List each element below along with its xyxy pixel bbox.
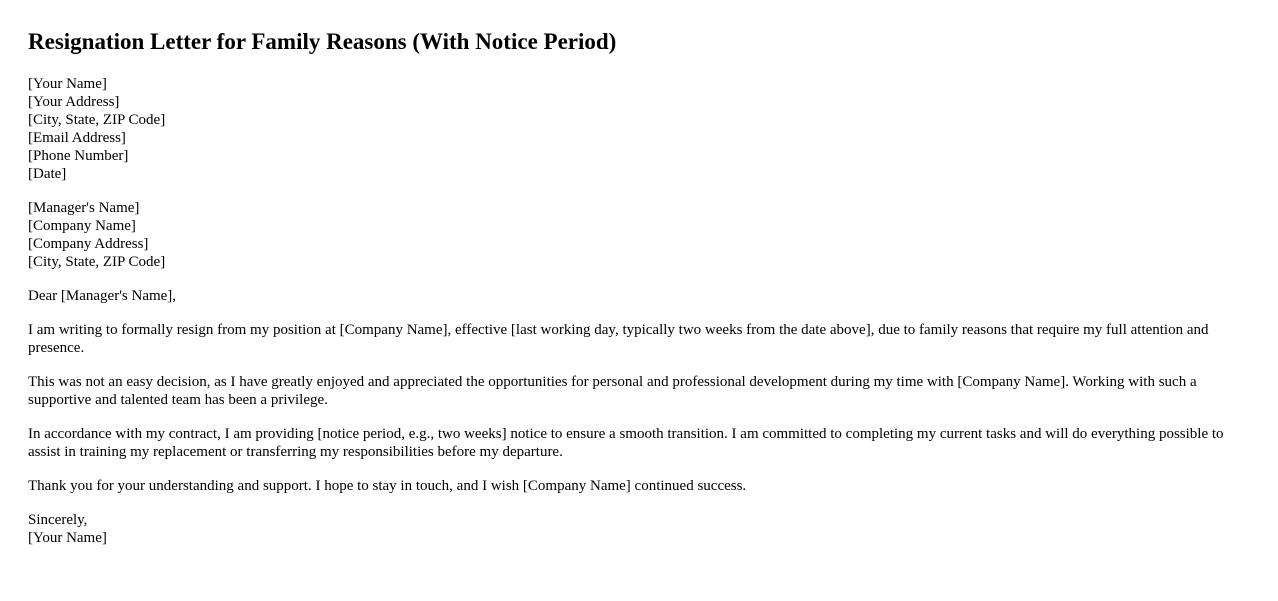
sender-phone: [Phone Number] bbox=[28, 148, 129, 164]
signature-name: [Your Name] bbox=[28, 530, 107, 546]
closing-block bbox=[28, 511, 1250, 547]
sender-address: [Your Address] bbox=[28, 94, 120, 110]
recipient-manager-name: [Manager's Name] bbox=[28, 200, 140, 216]
body-paragraph-intent: I am writing to formally resign from my position at [Company Name], effective [last working day, typically two weeks from the date above], due to family reasons that require my full attention and presence. bbox=[28, 322, 1209, 356]
recipient-company-name: [Company Name] bbox=[28, 218, 136, 234]
sender-city-state-zip: [City, State, ZIP Code] bbox=[28, 112, 166, 128]
recipient-address-block bbox=[28, 199, 1250, 271]
body-paragraph-notice: In accordance with my contract, I am providing [notice period, e.g., two weeks] notice to ensure a smooth transition. I am committed to completing my current tasks and will do everything possible to assist in training my replacement or transferring my responsibilities before my departure. bbox=[28, 426, 1224, 460]
body-paragraph-thanks: Thank you for your understanding and support. I hope to stay in touch, and I wish [Company Name] continued success. bbox=[28, 478, 747, 494]
recipient-city-state-zip: [City, State, ZIP Code] bbox=[28, 254, 166, 270]
closing-phrase: Sincerely, bbox=[28, 512, 88, 528]
sender-address-block bbox=[28, 75, 1250, 183]
salutation: Dear [Manager's Name], bbox=[28, 288, 177, 304]
letter-title: Resignation Letter for Family Reasons (With Notice Period) bbox=[28, 29, 617, 54]
letter-date: [Date] bbox=[28, 166, 67, 182]
sender-email: [Email Address] bbox=[28, 130, 126, 146]
recipient-company-address: [Company Address] bbox=[28, 236, 149, 252]
sender-name: [Your Name] bbox=[28, 76, 107, 92]
body-paragraph-appreciation: This was not an easy decision, as I have greatly enjoyed and appreciated the opportunities for personal and professional development during my time with [Company Name]. Working with such a supportive and talented team has been a privilege. bbox=[28, 374, 1197, 408]
